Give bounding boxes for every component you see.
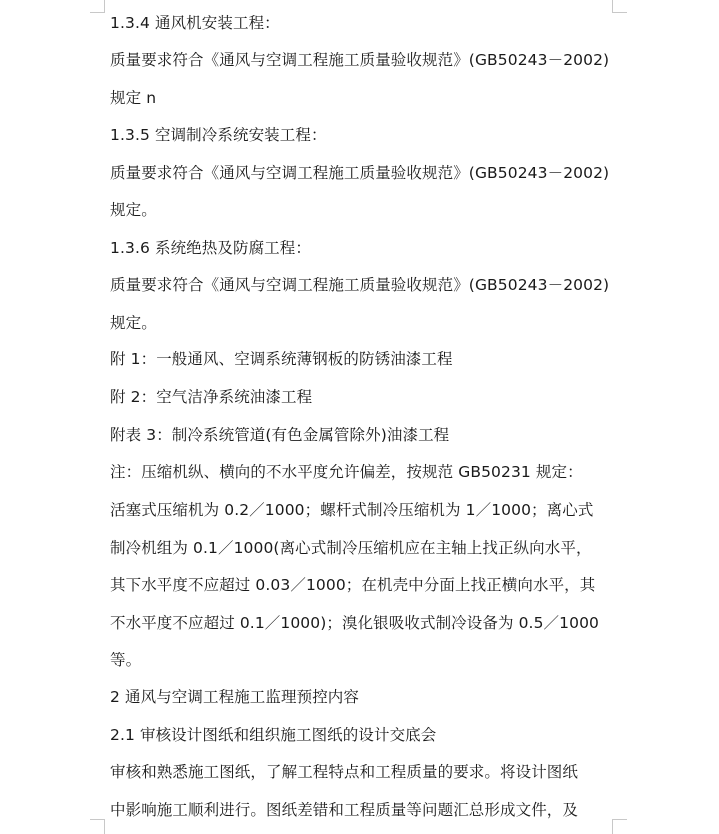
heading-1-3-5: 1.3.5 空调制冷系统安装工程： [110,126,327,144]
paragraph-line: 规定。 [110,314,157,332]
paragraph-line: 质量要求符合《通风与空调工程施工质量验收规范》(GB50243－2002) [110,51,610,69]
crop-mark-top-right [612,0,627,13]
paragraph-line: 审核和熟悉施工图纸，了解工程特点和工程质量的要求。将设计图纸 [110,763,579,781]
section-heading-2: 2 通风与空调工程施工监理预控内容 [110,688,359,706]
note-line: 其下水平度不应超过 0.03／1000；在机壳中分面上找正横向水平，其 [110,576,596,594]
crop-mark-top-left [90,0,105,13]
crop-mark-bottom-right [612,819,627,834]
paragraph-line: 中影响施工顺利进行。图纸差错和工程质量等问题汇总形成文件，及 [110,801,579,819]
note-line: 注：压缩机纵、横向的不水平度允许偏差，按规范 GB50231 规定： [110,463,583,481]
note-line: 制冷机组为 0.1／1000(离心式制冷压缩机应在主轴上找正纵向水平， [110,539,592,557]
subsection-heading-2-1: 2.1 审核设计图纸和组织施工图纸的设计交底会 [110,726,437,744]
appendix-2: 附 2：空气洁净系统油漆工程 [110,388,313,406]
heading-1-3-6: 1.3.6 系统绝热及防腐工程： [110,239,311,257]
paragraph-line: 质量要求符合《通风与空调工程施工质量验收规范》(GB50243－2002) [110,164,610,182]
paragraph-line: 规定 n [110,89,157,107]
paragraph-line: 质量要求符合《通风与空调工程施工质量验收规范》(GB50243－2002) [110,276,610,294]
note-line: 等。 [110,651,142,669]
crop-mark-bottom-left [90,819,105,834]
appendix-table-3: 附表 3：制冷系统管道(有色金属管除外)油漆工程 [110,426,450,444]
appendix-1: 附 1：一般通风、空调系统薄钢板的防锈油漆工程 [110,350,453,368]
heading-1-3-4: 1.3.4 通风机安装工程： [110,14,280,32]
note-line: 活塞式压缩机为 0.2／1000；螺杆式制冷压缩机为 1／1000；离心式 [110,501,594,519]
paragraph-line: 规定。 [110,201,157,219]
note-line: 不水平度不应超过 0.1／1000)；溴化银吸收式制冷设备为 0.5／1000 [110,614,599,632]
